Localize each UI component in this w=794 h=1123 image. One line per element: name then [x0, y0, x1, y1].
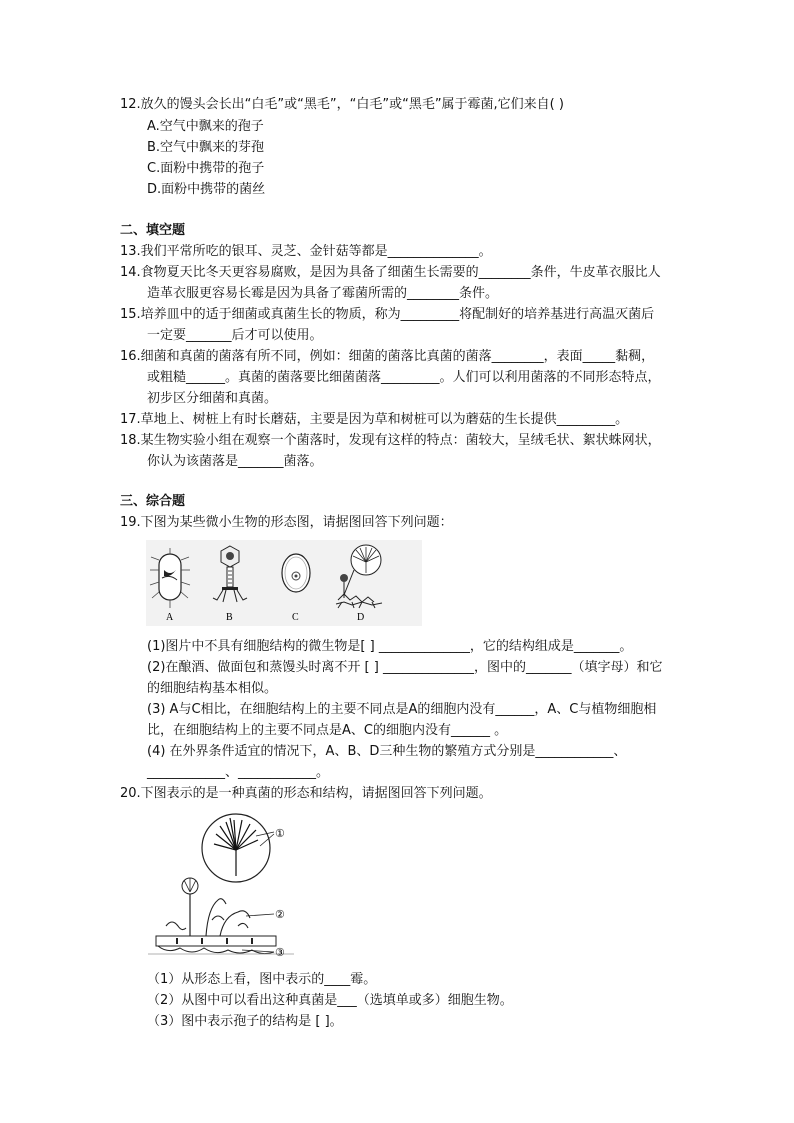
q20-part3: （3）图中表示孢子的结构是 [ ]。: [147, 1014, 343, 1029]
figure-label-c: C: [292, 612, 299, 623]
q12-option-d: D.面粉中携带的菌丝: [147, 182, 266, 197]
fungus-figure: [146, 808, 296, 963]
q17-text: 17.草地上、树桩上有时长蘑菇，主要是因为草和树桩可以为蘑菇的生长提供_________。: [120, 412, 629, 427]
q19-part3-line2: 比，在细胞结构上的主要不同点是A、C的细胞内没有______ 。: [147, 723, 508, 738]
q15-line1: 15.培养皿中的适于细菌或真菌生长的物质，称为_________将配制好的培养基进行高温灭菌后: [120, 307, 655, 322]
q19-part2-line2: 的细胞结构基本相似。: [147, 681, 278, 696]
microorganism-figure: [146, 540, 422, 626]
q13-text: 13.我们平常所吃的银耳、灵芝、金针菇等都是______________。: [120, 244, 492, 259]
q18-line1: 18.某生物实验小组在观察一个菌落时，发现有这样的特点：菌较大，呈绒毛状、絮状蛛网状，: [120, 433, 661, 448]
figure-label-d: D: [357, 612, 365, 623]
q12-stem: 12.放久的馒头会长出“白毛”或“黑毛”，“白毛”或“黑毛”属于霉菌,它们来自( ): [120, 97, 564, 112]
q12-option-b: B.空气中飘来的芽孢: [147, 140, 265, 155]
q16-line3: 初步区分细菌和真菌。: [147, 391, 278, 406]
q19-part4-line2: ____________、____________。: [147, 765, 330, 780]
section-heading-comprehensive: 三、综合题: [120, 494, 186, 509]
yeast-drawing: [282, 554, 310, 592]
q16-line1: 16.细菌和真菌的菌落有所不同，例如：细菌的菌落比真菌的菌落________，表面_____黏稠，: [120, 349, 655, 364]
q19-part1: (1)图片中不具有细胞结构的微生物是[ ] ______________，它的结构组成是_______。: [147, 639, 633, 654]
q12-option-a: A.空气中飘来的孢子: [147, 119, 264, 134]
figure-label-a: A: [166, 612, 174, 623]
section-heading-fill-blank: 二、填空题: [120, 223, 186, 238]
q18-line2: 你认为该菌落是_______菌落。: [147, 454, 323, 469]
q19-stem: 19.下图为某些微小生物的形态图，请据图回答下列问题：: [120, 515, 453, 530]
label-1: ①: [275, 828, 285, 840]
label-3: ③: [275, 947, 285, 959]
q14-line2: 造革衣服更容易长霉是因为具备了霉菌所需的________条件。: [147, 286, 499, 301]
q20-part2: （2）从图中可以看出这种真菌是___（选填单或多）细胞生物。: [147, 993, 513, 1008]
q14-line1: 14.食物夏天比冬天更容易腐败，是因为具备了细菌生长需要的________条件，牛皮革衣服比人: [120, 265, 661, 280]
figure-label-b: B: [226, 612, 233, 623]
q20-part1: （1）从形态上看，图中表示的____霉。: [147, 972, 377, 987]
q12-option-c: C.面粉中携带的孢子: [147, 161, 265, 176]
q19-part2-line1: (2)在酿酒、做面包和蒸馒头时离不开 [ ] ______________，图中的_______（填字母）和它: [147, 660, 663, 675]
q19-part3-line1: (3) A与C相比，在细胞结构上的主要不同点是A的细胞内没有______，A、C与植物细胞相: [147, 702, 657, 717]
label-2: ②: [275, 909, 285, 921]
q19-part4-line1: (4) 在外界条件适宜的情况下，A、B、D三种生物的繁殖方式分别是____________、: [147, 744, 627, 759]
q15-line2: 一定要_______后才可以使用。: [147, 328, 323, 343]
q16-line2: 或粗糙______。真菌的菌落要比细菌菌落_________。人们可以利用菌落的不同形态特点，: [147, 370, 661, 385]
q20-stem: 20.下图表示的是一种真菌的形态和结构，请据图回答下列问题。: [120, 786, 492, 801]
